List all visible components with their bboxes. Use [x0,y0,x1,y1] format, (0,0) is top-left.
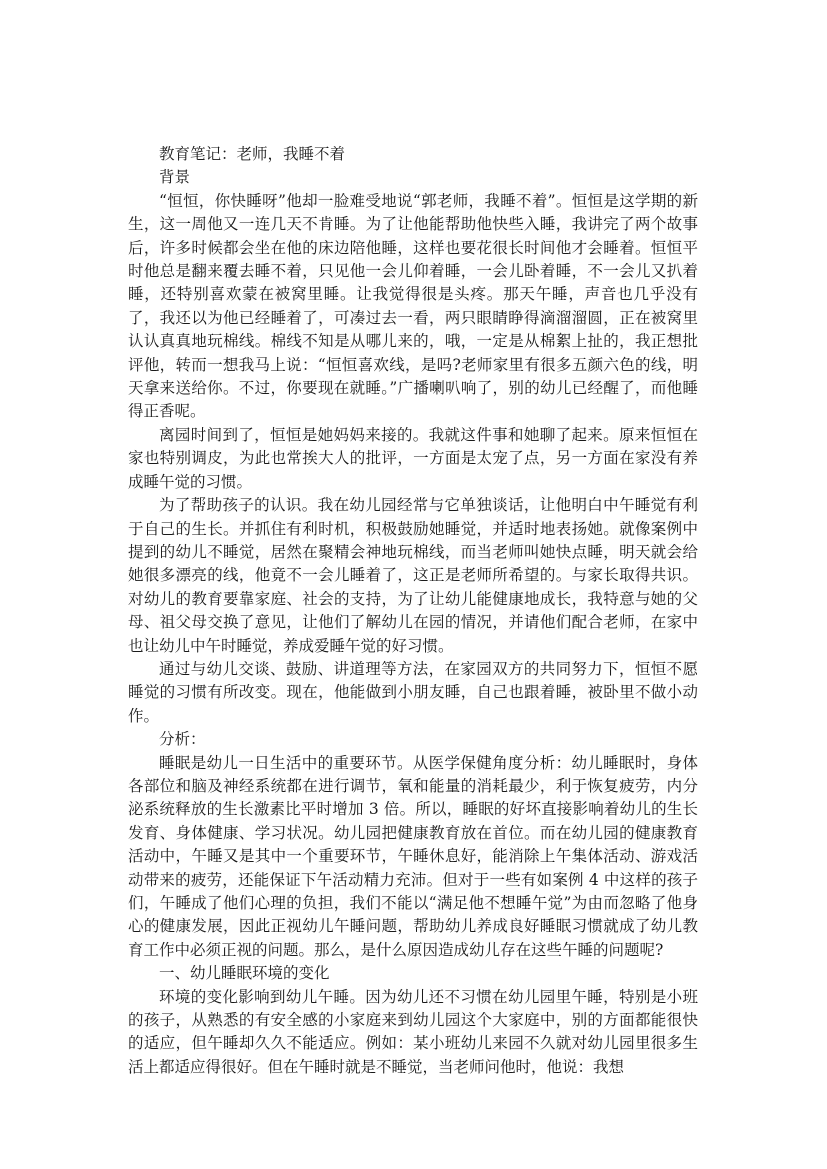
analysis-paragraph: 睡眠是幼儿一日生活中的重要环节。从医学保健角度分析：幼儿睡眠时，身体各部位和脑及神经系统都在进行调节，氧和能量的消耗最少，利于恢复疲劳，内分泌系统释放的生长激素比平时增加 3 倍。所以，睡眠的好坏直接影响着幼儿的生长发育、身体健康、学习状况。幼儿园把健康教育放在首位。而在幼儿园的健康教育活动中，午睡又是其中一个重要环节，午睡休息好，能消除上午集体活动、游戏活动带来的疲劳，还能保证下午活动精力充沛。但对于一些有如案例 4 中这样的孩子们，午睡成了他们心理的负担，我们不能以“满足他不想睡午觉”为由而忽略了他身心的健康发展，因此正视幼儿午睡问题，帮助幼儿养成良好睡眠习惯就成了幼儿教育工作中必须正视的问题。那么，是什么原因造成幼儿存在这些午睡的问题呢? [128,753,698,959]
document-title: 教育笔记：老师，我睡不着 [159,145,346,163]
paragraph: “恒恒，你快睡呀”他却一脸难受地说“郭老师，我睡不着”。恒恒是这学期的新生，这一周他又一连几天不肯睡。为了让他能帮助他快些入睡，我讲完了两个故事后，许多时候都会坐在他的床边陪他睡，这样也要花很长时间他才会睡着。恒恒平时他总是翻来覆去睡不着，只见他一会儿仰着睡，一会儿卧着睡，不一会儿又扒着睡，还特别喜欢蒙在被窝里睡。让我觉得很是头疼。那天午睡，声音也几乎没有了，我还以为他已经睡着了，可凑过去一看，两只眼睛睁得滴溜溜圆，正在被窝里认认真真地玩棉线。棉线不知是从哪儿来的，哦，一定是从棉絮上扯的，我正想批评他，转而一想我马上说：“恒恒喜欢线，是吗?老师家里有很多五颜六色的线，明天拿来送给你。不过，你要现在就睡。”广播喇叭响了，别的幼儿已经醒了，而他睡得正香呢。 [128,191,698,421]
document-body [128,143,698,1079]
paragraph: 通过与幼儿交谈、鼓励、讲道理等方法，在家园双方的共同努力下，恒恒不愿睡觉的习惯有所改变。现在，他能做到小朋友睡，自己也跟着睡，被卧里不做小动作。 [128,659,698,725]
paragraph: 离园时间到了，恒恒是她妈妈来接的。我就这件事和她聊了起来。原来恒恒在家也特别调皮，为此也常挨大人的批评，一方面是太宠了点，另一方面在家没有养成睡午觉的习惯。 [128,425,698,491]
background-label: 背景 [159,168,191,187]
section-paragraph: 环境的变化影响到幼儿午睡。因为幼儿还不习惯在幼儿园里午睡，特别是小班的孩子，从熟悉的有安全感的小家庭来到幼儿园这个大家庭中，别的方面都能很快的适应，但午睡却久久不能适应。例如：某小班幼儿来园不久就对幼儿园里很多生活上都适应得很好。但在午睡时就是不睡觉，当老师问他时，他说：我想 [128,987,698,1076]
paragraph: 为了帮助孩子的认识。我在幼儿园经常与它单独谈话，让他明白中午睡觉有利于自己的生长。并抓住有利时机，积极鼓励她睡觉，并适时地表扬她。就像案例中提到的幼儿不睡觉，居然在聚精会神地玩棉线，而当老师叫她快点睡，明天就会给她很多漂亮的线，他竟不一会儿睡着了，这正是老师所希望的。与家长取得共识。对幼儿的教育要靠家庭、社会的支持，为了让幼儿能健康地成长，我特意与她的父母、祖父母交换了意见，让他们了解幼儿在园的情况，并请他们配合老师，在家中也让幼儿中午时睡觉，养成爱睡午觉的好习惯。 [128,496,698,655]
section-heading: 一、幼儿睡眠环境的变化 [159,964,330,983]
analysis-label: 分析： [159,730,206,749]
